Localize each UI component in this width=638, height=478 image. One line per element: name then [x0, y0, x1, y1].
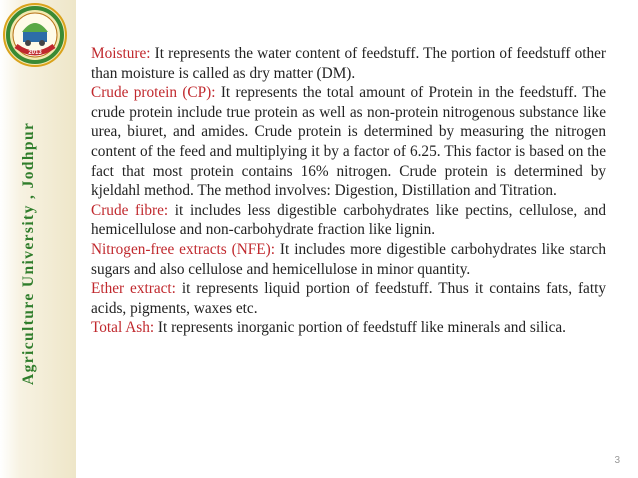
logo-year: 2013	[28, 50, 42, 56]
definition-crude-fibre	[91, 201, 606, 240]
term-label: Nitrogen-free extracts (NFE):	[91, 240, 275, 258]
term-description: It includes more digestible carbohydrates like starch sugars and also cellulose and hemicellulose in minor quantity.	[91, 240, 606, 278]
definition-moisture	[91, 44, 606, 83]
definition-nfe	[91, 240, 606, 279]
term-description: It represents the water content of feedstuff. The portion of feedstuff other than moisture is called as dry matter (DM).	[91, 45, 606, 82]
university-name: Agriculture University , Jodhpur	[20, 121, 37, 385]
term-description: it includes less digestible carbohydrates like pectins, cellulose, and hemicellulose and non-carbohydrate fraction like lignin.	[91, 201, 606, 239]
term-label: Crude protein (CP):	[91, 84, 216, 102]
term-label: Total Ash:	[91, 319, 155, 337]
term-label: Ether extract:	[91, 280, 176, 298]
term-label: Moisture:	[91, 45, 151, 62]
definitions-list	[91, 44, 606, 338]
page-number: 3	[614, 455, 620, 466]
term-description: It represents the total amount of Protein in the feedstuff. The crude protein include true protein as well as non-protein nitrogenous substance like urea, biuret, and amides. Crude protein is determined by measuring the nitrogen content of the feed and multiplying it by a factor of 6.25. This factor is based on the fact that most protein contains 16% nitrogen. Crude protein is determined by kjeldahl method. The method involves: Digestion, Distillation and Titration.	[91, 84, 607, 200]
term-description: it represents liquid portion of feedstuff. Thus it contains fats, fatty acids, pigments, waxes etc.	[91, 280, 606, 317]
sidebar	[0, 0, 76, 478]
term-description: It represents inorganic portion of feedstuff like minerals and silica.	[154, 319, 566, 337]
definition-crude-protein	[91, 83, 606, 201]
university-logo	[2, 2, 68, 68]
definition-total-ash	[91, 318, 606, 338]
term-label: Crude fibre:	[91, 201, 169, 219]
definition-ether-extract	[91, 279, 606, 318]
